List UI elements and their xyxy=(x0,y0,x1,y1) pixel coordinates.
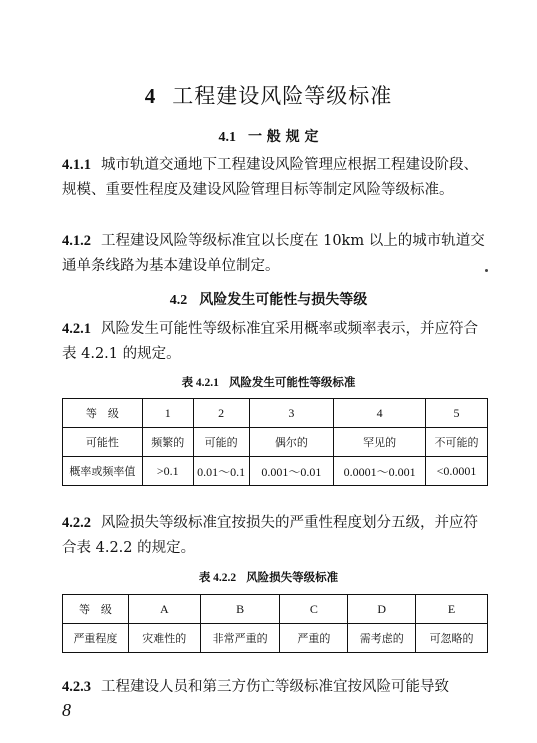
table-cell: 不可能的 xyxy=(426,428,488,457)
table-cell: 3 xyxy=(249,399,334,428)
section-title-text: 一 般 规 定 xyxy=(247,129,319,145)
section-number: 4.2 xyxy=(169,293,188,308)
speck-mark xyxy=(485,269,488,272)
clause-number: 4.2.2 xyxy=(62,515,91,531)
clause-number: 4.2.1 xyxy=(62,321,91,337)
page-number: 8 xyxy=(62,700,71,720)
table-cell: C xyxy=(280,595,348,624)
table-row xyxy=(63,457,488,486)
clause-number: 4.1.1 xyxy=(62,157,91,173)
table-cell: 4 xyxy=(334,399,426,428)
table-number: 表 4.2.1 xyxy=(181,377,219,389)
table-cell: 非常严重的 xyxy=(200,624,280,653)
table-cell: 可能的 xyxy=(193,428,249,457)
table-cell: 可忽略的 xyxy=(416,624,488,653)
table-cell: 等 级 xyxy=(63,399,143,428)
table-4-2-1 xyxy=(62,398,488,486)
table-title: 风险损失等级标准 xyxy=(246,570,339,584)
table-caption-4-2-2 xyxy=(0,569,537,585)
table-cell: 罕见的 xyxy=(334,428,426,457)
clause-4-2-1 xyxy=(62,317,492,367)
table-cell: 等 级 xyxy=(63,595,129,624)
table-row xyxy=(63,428,488,457)
table-cell: 0.001～0.01 xyxy=(249,457,334,486)
chapter-title-text: 工程建设风险等级标准 xyxy=(172,84,393,108)
table-cell: 严重程度 xyxy=(63,624,129,653)
table-row xyxy=(63,624,488,653)
clause-4-2-3 xyxy=(62,675,492,700)
clause-text: 风险发生可能性等级标准宜采用概率或频率表示，并应符合表 4.2.1 的规定。 xyxy=(62,321,478,362)
clause-text: 工程建设风险等级标准宜以长度在 10km 以上的城市轨道交通单条线路为基本建设单位制定。 xyxy=(62,233,485,274)
table-caption-4-2-1 xyxy=(0,374,537,390)
table-cell: >0.1 xyxy=(142,457,193,486)
table-4-2-2 xyxy=(62,594,488,653)
table-cell: 概率或频率值 xyxy=(63,457,143,486)
table-cell: 频繁的 xyxy=(142,428,193,457)
clause-4-2-2 xyxy=(62,511,492,561)
table-cell: 0.0001～0.001 xyxy=(334,457,426,486)
table-cell: 2 xyxy=(193,399,249,428)
table-cell: 0.01～0.1 xyxy=(193,457,249,486)
table-cell: 需考虑的 xyxy=(348,624,416,653)
table-cell: 可能性 xyxy=(63,428,143,457)
clause-text: 风险损失等级标准宜按损失的严重性程度划分五级，并应符合表 4.2.2 的规定。 xyxy=(62,515,478,556)
clause-text: 城市轨道交通地下工程建设风险管理应根据工程建设阶段、规模、重要性程度及建设风险管理目标等制定风险等级标准。 xyxy=(62,157,478,198)
clause-4-1-2 xyxy=(62,229,492,279)
chapter-title xyxy=(0,80,537,110)
chapter-number: 4 xyxy=(144,84,157,108)
table-cell: B xyxy=(200,595,280,624)
table-row xyxy=(63,399,488,428)
section-number: 4.1 xyxy=(218,130,236,145)
section-title-4-2 xyxy=(0,289,537,309)
clause-number: 4.1.2 xyxy=(62,233,91,249)
clause-number: 4.2.3 xyxy=(62,679,91,695)
section-title-4-1 xyxy=(0,126,537,146)
table-title: 风险发生可能性等级标准 xyxy=(228,375,356,389)
table-cell: 灾难性的 xyxy=(128,624,200,653)
table-cell: 5 xyxy=(426,399,488,428)
table-cell: D xyxy=(348,595,416,624)
clause-text: 工程建设人员和第三方伤亡等级标准宜按风险可能导致 xyxy=(101,679,449,695)
table-cell: 偶尔的 xyxy=(249,428,334,457)
table-cell: 1 xyxy=(142,399,193,428)
clause-4-1-1 xyxy=(62,153,492,203)
table-cell: <0.0001 xyxy=(426,457,488,486)
table-cell: A xyxy=(128,595,200,624)
table-cell: 严重的 xyxy=(280,624,348,653)
section-title-text: 风险发生可能性与损失等级 xyxy=(199,292,368,308)
table-cell: E xyxy=(416,595,488,624)
table-row xyxy=(63,595,488,624)
table-number: 表 4.2.2 xyxy=(198,572,237,584)
